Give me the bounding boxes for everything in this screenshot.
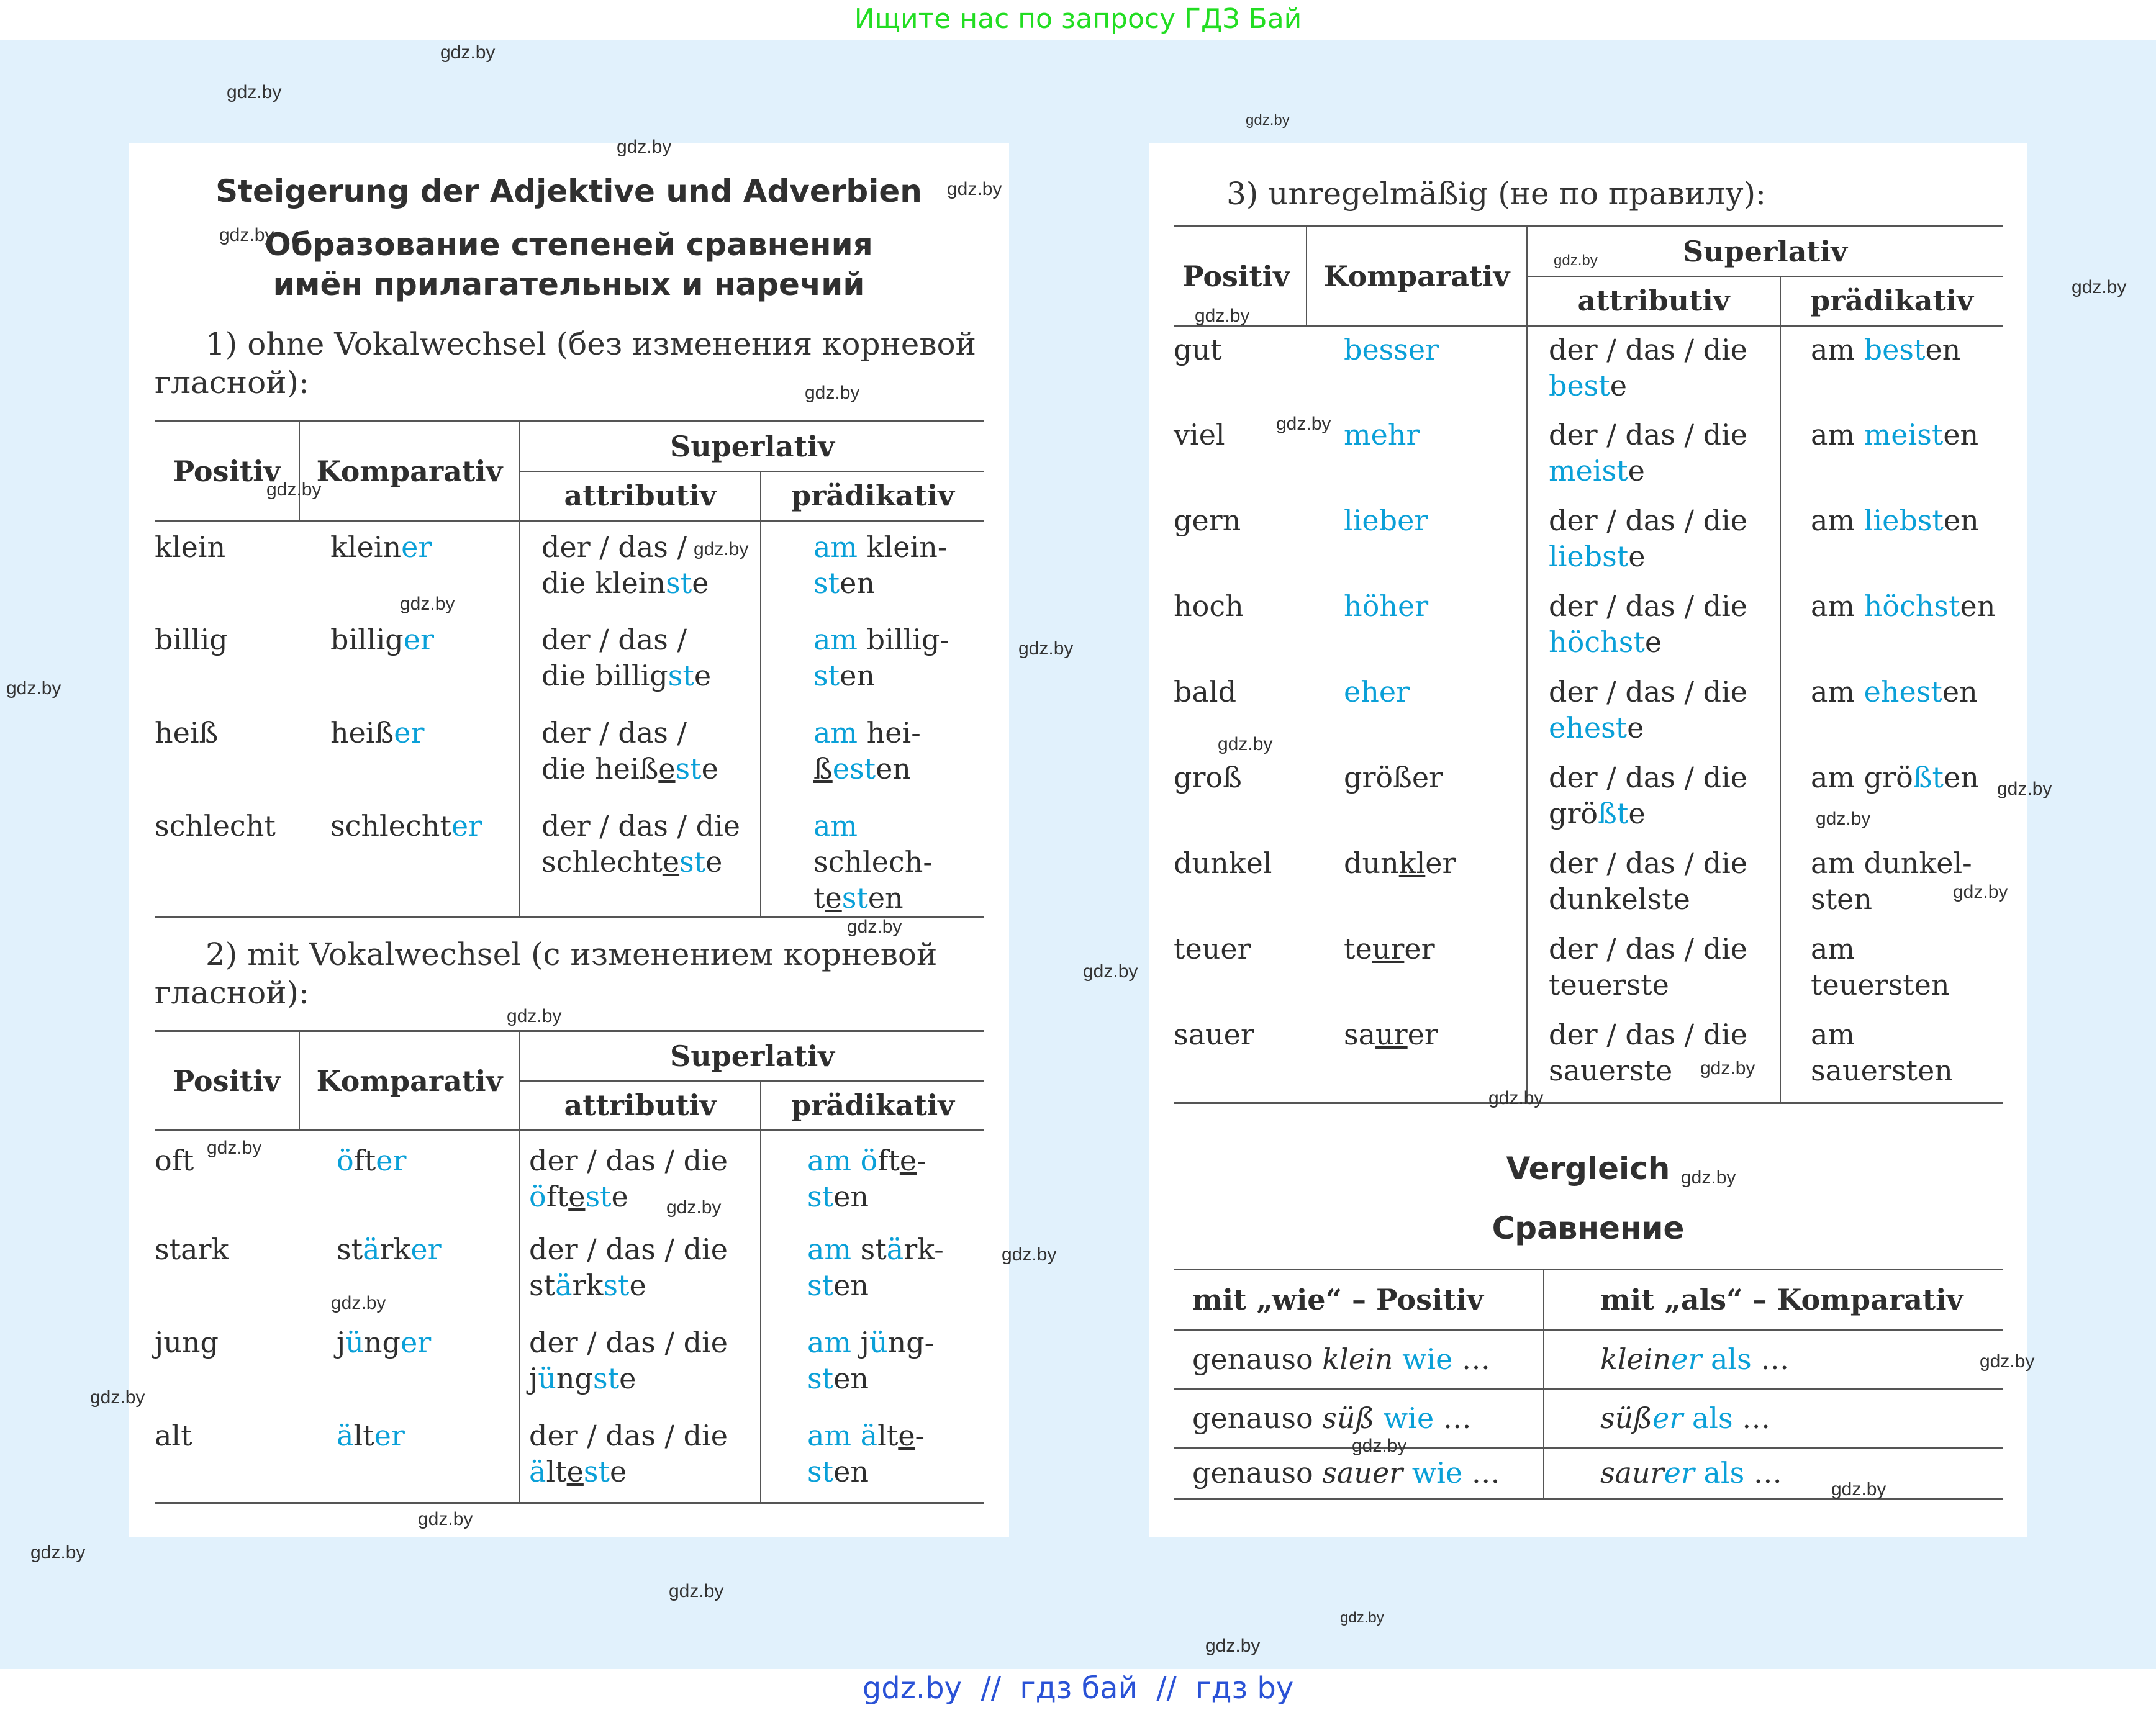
table-row: viel mehr der / das / die meiste am meisten [1174,412,2003,497]
header-positiv: Positiv [1174,227,1307,326]
watermark: gdz.by [227,82,282,102]
section3-heading: 3) unregelmäßig (не по правилу): [1226,176,1766,212]
watermark: gdz.by [1246,112,1290,129]
section1-line1: 1) ohne Vokalwechsel (без изменения корневой [206,326,976,362]
watermark: gdz.by [90,1387,145,1408]
table-row: teuer teurer der / das / die teuerste am teuersten [1174,926,2003,1011]
watermark: gdz.by [1002,1244,1057,1265]
watermark: gdz.by [400,594,455,614]
table-row: genauso klein wie … kleiner als … [1174,1330,2003,1389]
top-banner [0,0,2156,40]
vergleich-title: Vergleich [1506,1151,1670,1187]
table-row: billig billiger der / das / die billigste am billig- sten [155,614,984,707]
watermark: gdz.by [1205,1635,1261,1656]
watermark: gdz.by [1953,882,2008,902]
header-superlativ: Superlativ [520,1031,984,1081]
watermark: gdz.by [805,382,860,403]
table-row: oft öfter der / das / die öfteste am öfte- sten [155,1131,984,1224]
header-pradikativ: prädikativ [791,1088,954,1123]
watermark: gdz.by [1554,252,1598,269]
table-vergleich [1174,1269,2003,1500]
title-russian-line1: Образование степеней сравнения [265,227,873,263]
table-row: gern lieber der / das / die liebste am liebsten [1174,497,2003,583]
section1-line2: гласной): [155,364,309,400]
table-row: genauso sauer wie … saurer als … [1174,1448,2003,1499]
watermark: gdz.by [30,1542,86,1563]
watermark: gdz.by [1700,1058,1755,1079]
watermark: gdz.by [219,225,274,245]
left-page [129,143,1009,1537]
watermark: gdz.by [847,916,902,937]
table-mit-vokalwechsel [155,1030,984,1504]
table-unregelmassig [1174,225,2003,1104]
header-komparativ: Komparativ [1307,227,1527,326]
table-row: genauso süß wie … süßer als … [1174,1389,2003,1448]
table-row: hoch höher der / das / die höchste am höchsten [1174,583,2003,669]
watermark: gdz.by [6,678,61,699]
watermark: gdz.by [1018,638,1074,659]
table-row: gut besser der / das / die beste am besten [1174,326,2003,412]
bottom-banner [0,1669,2156,1710]
watermark: gdz.by [1488,1088,1544,1108]
header-komparativ: Komparativ [299,1031,520,1131]
section2-heading [155,935,984,1012]
watermark: gdz.by [440,42,496,63]
right-page [1149,143,2027,1537]
watermark: gdz.by [2072,277,2127,297]
watermark: gdz.by [1218,734,1273,754]
table-row: bald eher der / das / die eheste am ehesten [1174,669,2003,754]
watermark: gdz.by [1276,414,1331,434]
watermark: gdz.by [1195,305,1250,326]
watermark: gdz.by [266,479,322,500]
header-mit-als: mit „als“ – Komparativ [1600,1283,1964,1316]
header-pradikativ: prädikativ [1810,284,1973,318]
header-pradikativ: prädikativ [791,479,954,513]
header-positiv: Positiv [155,1031,299,1131]
watermark: gdz.by [331,1293,386,1313]
watermark: gdz.by [669,1581,724,1601]
title-german: Steigerung der Adjektive und Adverbien [215,173,922,209]
watermark: gdz.by [1340,1609,1384,1626]
watermark: gdz.by [694,539,749,559]
header-mit-wie: mit „wie“ – Positiv [1174,1270,1544,1330]
watermark: gdz.by [207,1138,262,1158]
watermark: gdz.by [617,137,672,157]
header-attributiv: attributiv [520,471,761,521]
watermark: gdz.by [507,1006,562,1026]
table-row: schlecht schlechter der / das / die schlechteste am schlech- testen [155,800,984,917]
table-row: stark stärker der / das / die stärkste am stärk- sten [155,1224,984,1317]
table-row: dunkel dunkler der / das / die dunkelste am dunkel- sten [1174,840,2003,926]
table-row: jung jünger der / das / die jüngste am jüng- sten [155,1317,984,1410]
watermark: gdz.by [1352,1436,1407,1456]
section2-line1: 2) mit Vokalwechsel (с изменением корневой [206,936,938,972]
sravnenie-title: Сравнение [1492,1210,1685,1246]
header-attributiv: attributiv [520,1081,761,1131]
watermark: gdz.by [418,1509,473,1529]
table-row: sauer saurer der / das / die sauerste am sauersten [1174,1011,2003,1103]
watermark: gdz.by [947,179,1002,199]
watermark: gdz.by [666,1197,722,1218]
watermark: gdz.by [1083,961,1138,982]
header-attributiv: attributiv [1527,276,1780,326]
header-komparativ: Komparativ [299,422,520,521]
section2-line2: гласной): [155,975,309,1011]
watermark: gdz.by [1997,779,2052,799]
watermark: gdz.by [1831,1479,1886,1500]
bottom-banner-text: gdz.by // гдз бай // гдз by [862,1671,1294,1706]
watermark: gdz.by [1681,1167,1736,1188]
title-russian-line2: имён прилагательных и наречий [273,266,865,302]
table-row: groß größer der / das / die größte am größten [1174,754,2003,840]
table-row: klein kleiner der / das / die kleinste am klein- sten [155,521,984,614]
header-superlativ: Superlativ [1527,227,2003,276]
watermark: gdz.by [1816,808,1871,829]
table-row: alt älter der / das / die älteste am älte- sten [155,1410,984,1503]
header-superlativ: Superlativ [520,422,984,471]
table-row: heiß heißer der / das / die heißeste am hei- ßesten [155,707,984,800]
section1-heading [155,325,984,402]
top-banner-text: Ищите нас по запросу ГДЗ Бай [854,3,1302,35]
header-positiv: Positiv [155,422,299,521]
watermark: gdz.by [1980,1351,2035,1372]
